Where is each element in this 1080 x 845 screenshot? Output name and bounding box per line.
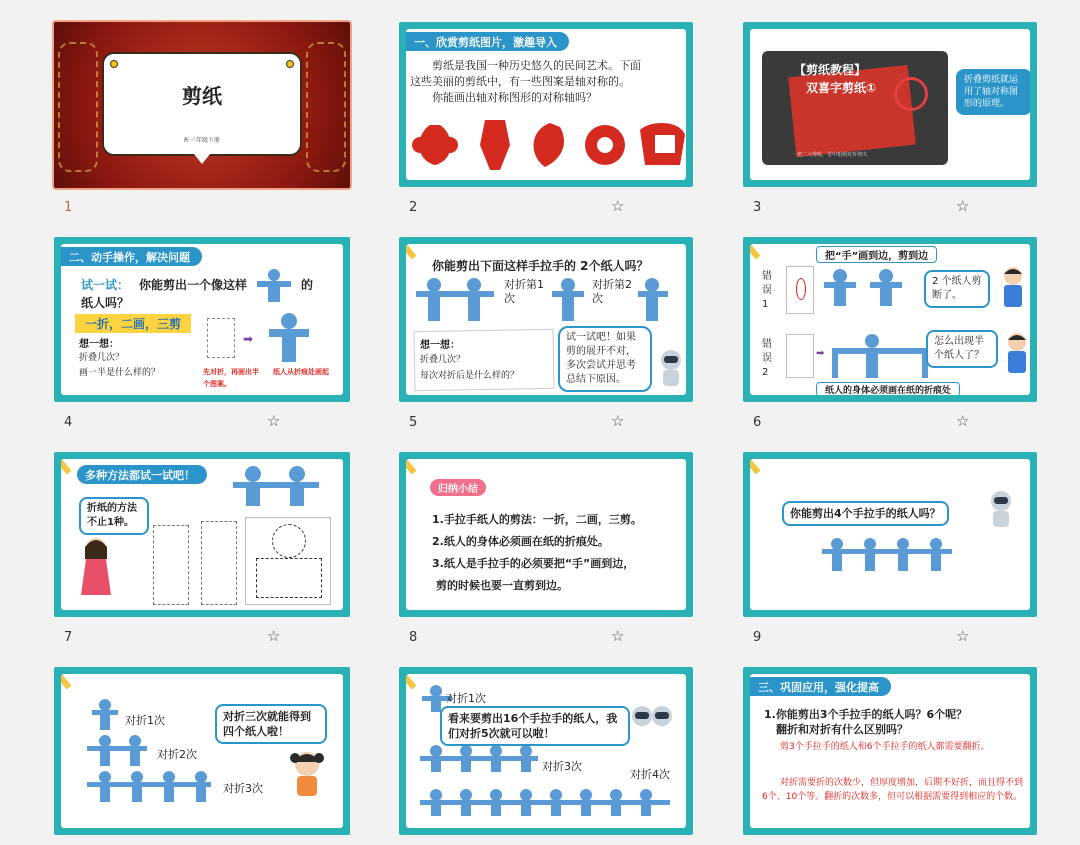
result-bubble: 看来要剪出16个手拉手的纸人，我们对折5次就可以啦！: [440, 706, 630, 746]
answer-1: 剪3个手拉手的纸人和6个手拉手的纸人都需要翻折。: [780, 742, 990, 752]
slide-thumbnail-10[interactable]: [54, 667, 350, 835]
paper-figures-four: [822, 537, 962, 577]
result-bubble: 对折三次就能得到四个纸人啦！: [215, 704, 327, 744]
question-line-1: 1.你能剪出3个手拉手的纸人吗？6个呢？: [764, 708, 968, 721]
intro-line-1: 剪纸是我国一种历史悠久的民间艺术。下面: [432, 59, 641, 72]
slide-number: 7: [64, 630, 73, 645]
fold-label-1: 对折第1次: [504, 278, 544, 305]
hint-bubble: 折纸的方法不止1种。: [79, 497, 149, 535]
star-outline-icon[interactable]: ☆: [611, 197, 625, 215]
tip-1: 先对折，再画出半个图案。: [203, 368, 259, 388]
video-title-2: 双喜字剪纸①: [806, 81, 877, 95]
slide-thumbnail-8[interactable]: [399, 452, 693, 617]
slide-thumbnail-4[interactable]: [54, 237, 350, 402]
slide-thumbnail-12[interactable]: [743, 667, 1037, 835]
summary-point-1: 1.手拉手纸人的剪法：一折，二画，三剪。: [432, 513, 642, 526]
fold-method-2: [201, 521, 237, 605]
star-outline-icon[interactable]: ☆: [956, 627, 970, 645]
top-tip: 把“手”画到边，剪到边: [816, 246, 937, 263]
try-text: 你能剪出一个像这样: [139, 278, 248, 292]
try-text-3: 纸人吗？: [81, 296, 130, 310]
paper-figures-row: [416, 276, 686, 326]
error-label-1: 错误1: [762, 271, 772, 310]
think-question-1: 折叠几次？: [79, 353, 125, 363]
girl-icon: [79, 537, 113, 599]
pencil-icon: [406, 459, 422, 475]
fold-label-4: 对折4次: [630, 768, 670, 781]
fold-method-3: [245, 517, 331, 605]
fold-label-3: 对折3次: [542, 760, 582, 773]
error-bubble-2: 怎么出现半个纸人了？: [926, 330, 998, 368]
video-frame[interactable]: [762, 51, 948, 165]
fold-label-2: 对折第2次: [592, 278, 632, 305]
error-label-2: 错误2: [762, 339, 772, 378]
paper-figures-error-1: [822, 268, 922, 308]
robot-icon: [630, 702, 674, 738]
slide-thumbnail-11[interactable]: [399, 667, 693, 835]
fold-method-1: [153, 525, 189, 605]
star-outline-icon[interactable]: ☆: [267, 412, 281, 430]
think-label: 想一想：: [420, 340, 460, 351]
intro-line-2: 这些美丽的剪纸中，有一些图案是轴对称的。: [410, 75, 630, 88]
intro-line-3: 你能画出轴对称图形的对称轴吗？: [432, 91, 597, 104]
arrow-icon: ➡: [816, 348, 825, 359]
summary-badge: 归纳小结: [430, 479, 486, 496]
summary-point-2: 2.纸人的身体必须画在纸的折痕处。: [432, 535, 609, 548]
star-outline-icon[interactable]: ☆: [267, 627, 281, 645]
fold-label-2: 对折2次: [157, 748, 197, 761]
answer-2: 对折需要折的次数少，但厚度增加，后期不好折，而且得不到6个、10个等。翻折的次数多，但可以根据需要得到相应的个数。: [762, 778, 1024, 802]
pin-right: [286, 60, 294, 68]
paper-figure-result: [269, 312, 309, 362]
note-bubble: 折叠剪纸就运用了轴对称图形的原理。: [956, 69, 1030, 115]
paper-figure-icon: [257, 268, 291, 302]
slide-subtitle: R·三年级下册: [183, 137, 221, 144]
paper-cut-images: [410, 115, 686, 175]
section-banner: 一、欣赏剪纸图片，激趣导入: [406, 32, 569, 51]
summary-point-4: 剪的时候也要一直剪到边。: [436, 579, 568, 592]
star-outline-icon[interactable]: ☆: [611, 412, 625, 430]
slide-thumbnail-6[interactable]: [743, 237, 1037, 402]
tip-2: 纸人从折痕处画起: [273, 368, 329, 376]
pencil-icon: [406, 244, 422, 260]
slide-thumbnail-7[interactable]: [54, 452, 350, 617]
error-highlight-circle: [796, 278, 806, 300]
think-question-1: 折叠几次？: [420, 355, 466, 365]
folded-paper-2: [786, 334, 814, 378]
bottom-tip: 纸人的身体必须画在纸的折痕处: [816, 382, 960, 395]
fold-label-3: 对折3次: [223, 782, 263, 795]
slide-number: 2: [409, 200, 418, 215]
think-question-2: 画一半是什么样的？: [79, 368, 161, 378]
robot-icon: [656, 348, 686, 388]
slide-number: 3: [753, 200, 762, 215]
question: 你能剪出下面这样手拉手的 2个纸人吗？: [432, 259, 649, 273]
think-question-2: 每次对折后是什么样的？: [420, 371, 520, 381]
fold-method-3-shape: [272, 524, 306, 558]
section-banner: 二、动手操作，解决问题: [61, 247, 202, 266]
slide-thumbnail-5[interactable]: [399, 237, 693, 402]
fold-label-1: 对折1次: [125, 714, 165, 727]
pencil-icon: [750, 244, 766, 260]
slide-thumbnail-2[interactable]: [399, 22, 693, 187]
summary-point-3: 3.纸人是手拉手的必须要把“手”画到边，: [432, 557, 635, 570]
boy-icon: [998, 266, 1028, 316]
slide-title: 剪纸: [182, 84, 222, 108]
arrow-icon: ➡: [243, 332, 254, 346]
paper-figures-pair: [231, 465, 321, 509]
slide-number: 8: [409, 630, 418, 645]
paper-figures-error-2: [832, 332, 932, 380]
try-label: 试一试：: [81, 278, 130, 292]
star-outline-icon[interactable]: ☆: [611, 627, 625, 645]
think-label: 想一想：: [79, 339, 119, 350]
star-outline-icon[interactable]: ☆: [956, 197, 970, 215]
robot-icon: [986, 489, 1016, 529]
video-caption: 一把二大剪纸，里中相到对折剪出: [792, 152, 868, 158]
slide-number: 5: [409, 415, 418, 430]
scissors-icon: [894, 77, 928, 111]
pin-left: [110, 60, 118, 68]
slide-thumbnail-9[interactable]: [743, 452, 1037, 617]
slide-thumbnail-3[interactable]: [743, 22, 1037, 187]
slide-number: 1: [64, 200, 73, 215]
section-banner: 三、巩固应用，强化提高: [750, 677, 891, 696]
slide-number: 4: [64, 415, 73, 430]
pencil-icon: [61, 674, 77, 690]
pencil-icon: [61, 459, 77, 475]
boy-icon: [1002, 332, 1030, 382]
slide-number: 6: [753, 415, 762, 430]
steps-highlight: 一折，二画，三剪: [75, 314, 191, 333]
video-title-1: 【剪纸教程】: [794, 63, 867, 77]
question-line-2: 翻折和对折有什么区别吗？: [776, 723, 908, 736]
error-bubble-1: 2 个纸人剪断了。: [924, 270, 990, 308]
slide-number: 9: [753, 630, 762, 645]
title-card-pointer: [194, 154, 210, 164]
try-text-2: 的: [301, 278, 314, 292]
fold-method-3-body: [256, 558, 322, 598]
pencil-icon: [750, 459, 766, 475]
try-bubble: 试一试吧！如果剪的展开不对，多次尝试并思考总结下原因。: [558, 326, 652, 392]
star-outline-icon[interactable]: ☆: [956, 412, 970, 430]
fold-label-1: 对折1次: [446, 692, 486, 705]
slide-thumbnail-1[interactable]: [54, 22, 350, 188]
section-banner: 多种方法都试一试吧！: [77, 465, 207, 484]
folded-paper: [207, 318, 235, 358]
girl-icon: [289, 750, 325, 800]
question-bubble: 你能剪出4个手拉手的纸人吗？: [782, 501, 949, 526]
